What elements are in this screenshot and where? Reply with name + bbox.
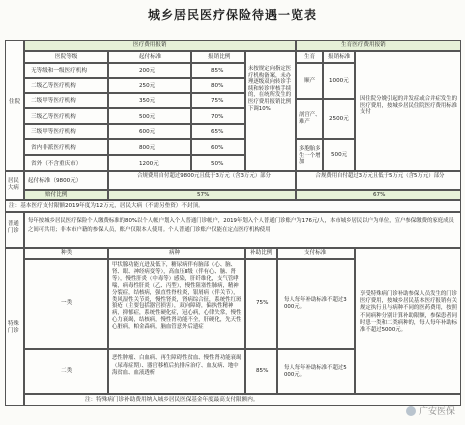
special-col-disease: 病种 [108,248,245,259]
inpatient-row-7-deductible [108,155,191,171]
inpatient-row-ratio-text: 50% [211,160,224,167]
inpatient-row-1-ratio [191,63,245,78]
inpatient-row-4-deductible [108,108,191,124]
maternity-amount-3: 500元 [323,139,355,171]
inpatient-row-6-level [24,139,108,155]
special-col-ratio: 补助比例 [245,248,277,259]
inpatient-row-2-deductible [108,78,191,93]
inpatient-row-ratio-text: 75% [211,98,224,104]
inpatient-row-ratio-text: 65% [211,129,224,135]
maternity-type-2: 剖宫产、难产 [296,99,323,139]
annual-note: 注：基本医疗支付限额2019年度为12万元，居民大病（不需另垫资）不封顶。 [9,203,204,209]
maternity-type-1: 顺产 [296,63,323,99]
inpatient-row-deductible-text: 1200元 [139,160,159,167]
wechat-icon [406,406,416,416]
inpatient-row-deductible-text: 800元 [139,144,156,151]
outpatient-text-cell [24,212,461,248]
special-ratio-2: 85% [245,349,277,394]
inpatient-row-5-level [24,124,108,139]
special-col-type: 种类 [24,248,108,259]
maternity-note: 因住院分娩引起的并发症或合并症发生的医疗费用，按城乡居民住院医疗费用标准支付 [360,96,458,116]
inpatient-side-cell [5,40,24,171]
special-disease-2: 恶性肿瘤、白血病、再生障碍性贫血、慢性肾功能衰竭（尿毒症期）、器官移植后抗排斥治疗、血友病、地中海贫血、血液透析 [108,349,245,394]
special-ratio-1: 75% [245,259,277,349]
annual-note-cell [5,200,461,212]
outpatient-side-cell [5,212,24,248]
inpatient-row-ratio-text: 70% [211,113,224,120]
inpatient-row-ratio-text: 85% [211,68,224,74]
inpatient-row-1-deductible [108,63,191,78]
outpatient-text: 每年按城乡居民医疗保险个人缴费标准的80%以个人帐户划入个人普通门诊帐户，2019年划入个人普通门诊账户为176元/人，本市城乡居民以户为单位，宣户参保缴费的家庭成员之间可共用；非本市户籍的参保人员，账户仅限本人使用。个人普通门诊账户仅能在定点医疗机构使用 [28,218,454,233]
inpatient-row-3-ratio [191,93,245,108]
special-limit-1: 每人每年补助标准不超过3000元。 [277,259,355,349]
inpatient-row-3-level [24,93,108,108]
page-title: 城乡居民医疗保险待遇一览表 [147,8,317,22]
special-limit-2: 每人每年补助标准不超过5000元。 [277,349,355,394]
inpatient-row-7-level [24,155,108,171]
inpatient-row-5-ratio [191,124,245,139]
referral-note-cell [245,51,296,171]
special-side-label: 特殊门诊 [8,321,19,334]
special-disease-1: 甲状腺功能亢进及低下，糖尿病伴有脑部（心、脑、肾、眼、神经病变等），高血压Ⅱ级（伴有心、脑、肾等），慢性肝炎（中毒等）感染，肝纤维化，支气管哮喘，病毒性肝炎（乙、丙型），慢性阻塞性肺病，精神分裂症，结核病，强直性脊柱炎，银屑病（伴关节），类风湿性关节炎，慢性肾炎，肾病综合征，系统性红斑狼疮（主要包括器官损害），双向障碍，偏执性精神病，抑郁症，系统性硬化症，冠心病，心律失常，慢性心力衰竭，结核病，慢性肾功能不全，肝硬化，先天性心脏病，帕金森病，脑血管意外后遗症 [108,259,245,349]
inpatient-row-6-ratio [191,139,245,155]
special-side-cell [5,248,24,406]
special-type-2: 二类 [24,349,108,394]
special-footer-cell [24,394,461,406]
inpatient-row-3-deductible [108,93,191,108]
inpatient-row-level-text: 三级甲等医疗机构 [31,129,76,135]
inpatient-row-deductible-text: 350元 [139,98,156,104]
watermark: 广安医保 [406,404,455,417]
inpatient-row-4-ratio [191,108,245,124]
critical-side-label: 居民大病 [8,178,19,191]
inpatient-row-deductible-text: 600元 [139,129,156,135]
maternity-col2-header: 报销标准 [323,51,355,63]
referral-note: 未按规定向指定医疗机构备案，未办理逐级双向转诊手续和转诊审核手续的，在统所发生的医疗费用报销比例下调10% [248,66,292,112]
col-ratio-header: 报销比例 [191,51,245,63]
inpatient-row-deductible-text: 200元 [139,68,156,74]
inpatient-side-label: 住院 [9,99,21,105]
special-type-1: 一类 [24,259,108,349]
critical-side-cell [5,171,24,200]
special-footer: 注：特殊病门诊补助费用纳入城乡居民医保基金年度最高支付限额内。 [85,397,259,403]
critical-band1-cell: 合规费用自付超过9800元且低于3万元（含3万元）部分 [108,171,296,190]
med-header: 医疗费用报销 [24,40,296,51]
maternity-type-3: 多胞胎多生一个增加 [296,139,323,171]
inpatient-row-ratio-text: 80% [211,83,224,89]
special-right-note-cell [355,248,461,394]
inpatient-row-5-deductible [108,124,191,139]
inpatient-row-deductible-text: 500元 [139,113,156,120]
inpatient-row-level-text: 二级甲等医疗机构 [31,98,76,104]
inpatient-row-2-ratio [191,78,245,93]
critical-band2-cell: 合规费用自付超过3万元且低于5万元（含5万元）部分 [296,171,461,190]
critical-ratio-label-cell: 赔付比例 [24,190,108,200]
inpatient-row-deductible-text: 250元 [139,83,156,89]
maternity-header: 生育医疗费用报销 [296,40,461,51]
col-level-header: 医院等级 [24,51,108,63]
special-col-limit: 支付标准 [277,248,355,259]
inpatient-row-level-text: 省外（不含重庆市） [31,160,82,167]
inpatient-row-4-level [24,108,108,124]
inpatient-row-7-ratio [191,155,245,171]
col-deductible-header: 起付标准 [108,51,191,63]
inpatient-row-1-level [24,63,108,78]
critical-band1-ratio-cell: 57% [108,190,296,200]
outpatient-side-label: 普通门诊 [8,221,19,234]
maternity-note-cell [355,51,461,171]
inpatient-row-ratio-text: 60% [211,144,224,151]
inpatient-row-level-text: 省内非派医疗机构 [31,144,76,151]
special-right-note: 享受特殊病门诊补助参保人员发生的门诊医疗费用，按城乡居民基本医疗报销有关规定执行且与病种不同的医药费用，按照不同病种分别计算补助限额，参保患者同时患一类和二类病种的，每人每年补助标准不超过5000元。 [360,291,458,334]
maternity-amount-2: 2500元 [323,99,355,139]
critical-deductible-cell: 起付标准（9800元） [24,171,108,190]
critical-band2-ratio-cell: 67% [296,190,461,200]
inpatient-row-level-text: 三级乙等医疗机构 [31,113,76,120]
inpatient-row-level-text: 无等级和一级医疗机构 [31,68,87,74]
maternity-col1-header: 生育 [296,51,323,63]
inpatient-row-6-deductible [108,139,191,155]
maternity-amount-1: 1000元 [323,63,355,99]
inpatient-row-2-level [24,78,108,93]
inpatient-row-level-text: 二级乙等医疗机构 [31,83,76,89]
